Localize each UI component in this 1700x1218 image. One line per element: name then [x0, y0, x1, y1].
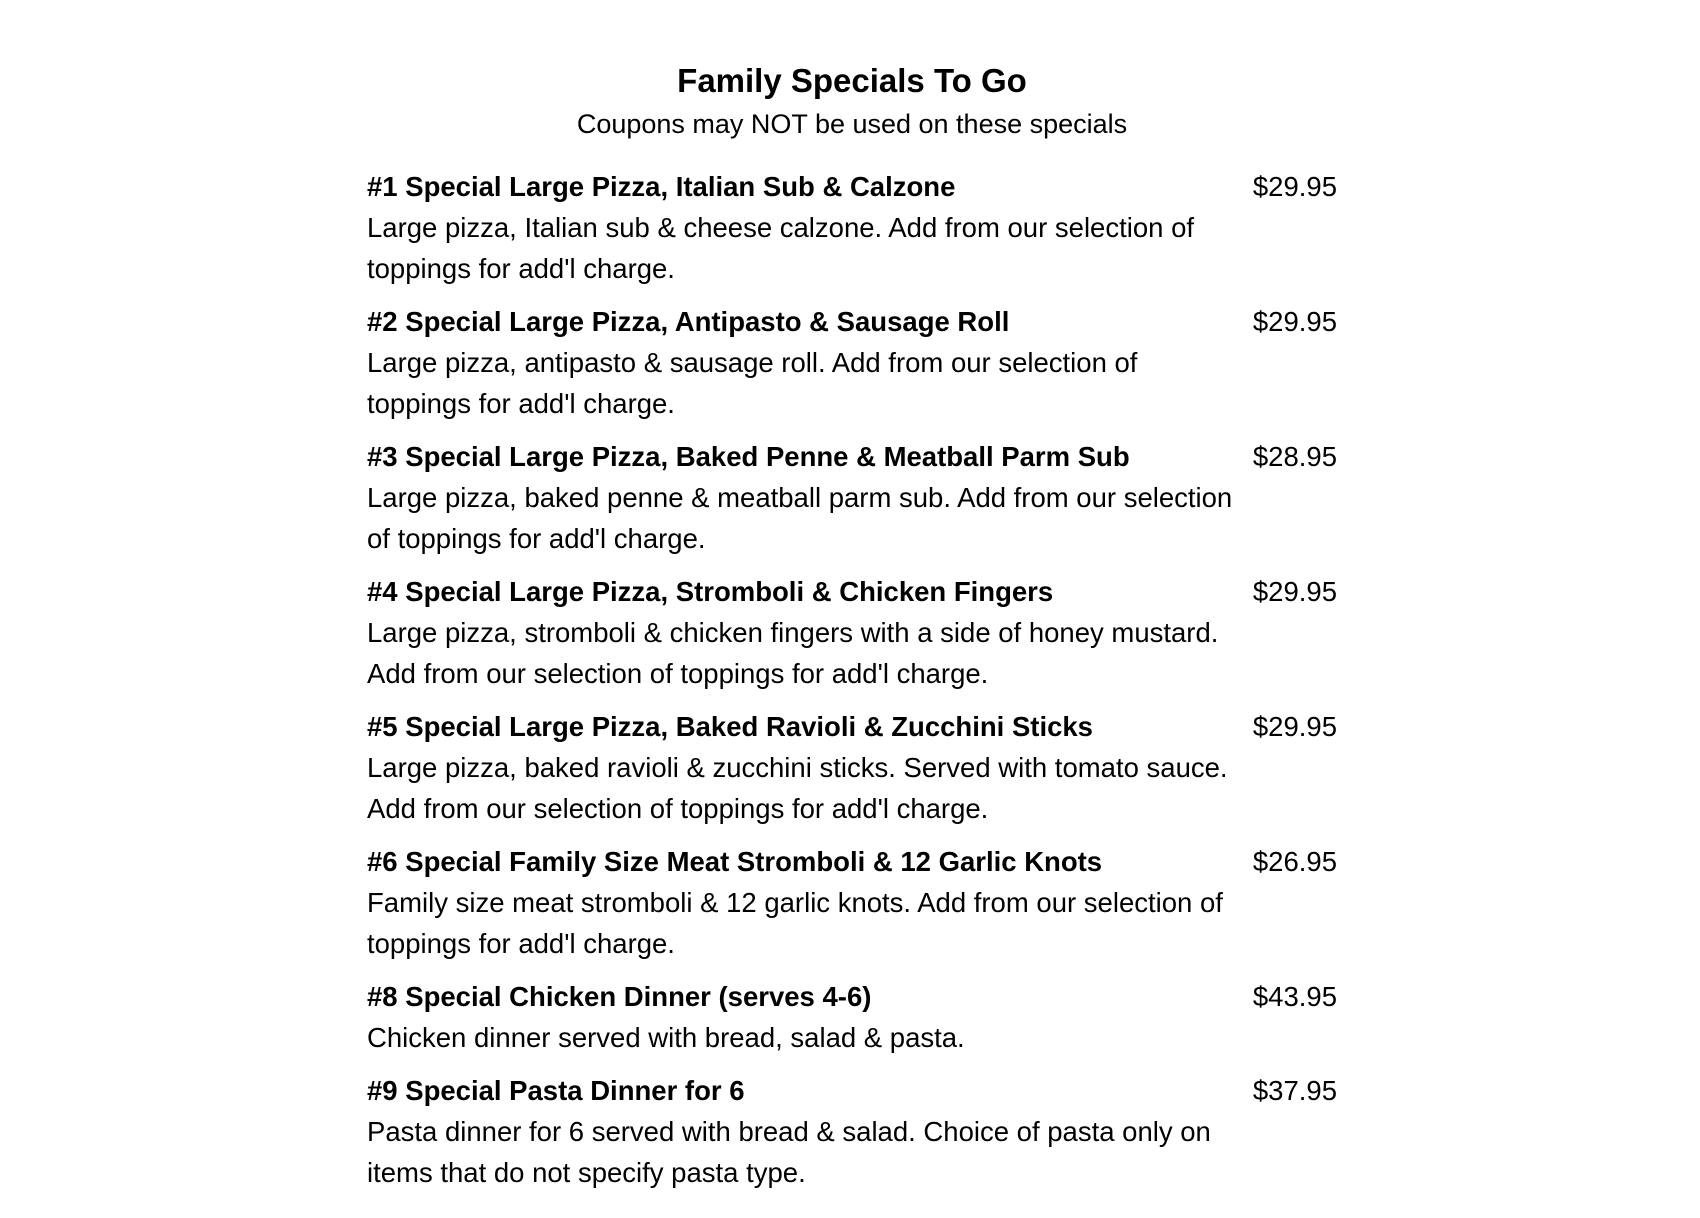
menu-item-name: #5 Special Large Pizza, Baked Ravioli & Zucchini Sticks: [367, 711, 1093, 742]
menu-item-description: Family size meat stromboli & 12 garlic knots. Add from our selection of toppings for add'l charge.: [367, 887, 1223, 959]
menu-item-name: #2 Special Large Pizza, Antipasto & Sausage Roll: [367, 306, 1010, 337]
menu-item-description: Chicken dinner served with bread, salad & pasta.: [367, 1022, 965, 1053]
menu-item-name: #6 Special Family Size Meat Stromboli & 12 Garlic Knots: [367, 846, 1103, 877]
menu-item-special-9: [367, 1070, 1337, 1193]
menu-subtitle: Coupons may NOT be used on these specials: [576, 109, 1128, 139]
menu-item-text: [367, 706, 1247, 829]
menu-item-special-3: [367, 436, 1337, 559]
menu-header: [367, 58, 1337, 144]
menu-item-price: $29.95: [1252, 576, 1337, 607]
menu-item-text: [367, 436, 1247, 559]
menu-item-text: [367, 301, 1247, 424]
menu-item-name: #3 Special Large Pizza, Baked Penne & Meatball Parm Sub: [367, 441, 1130, 472]
menu-item-description: Large pizza, baked ravioli & zucchini sticks. Served with tomato sauce. Add from our selection of toppings for add'l charge.: [367, 752, 1228, 824]
menu-item-text: [367, 1070, 1247, 1193]
menu-item-text: [367, 976, 1247, 1058]
menu-item-price: $29.95: [1252, 306, 1337, 337]
menu-item-name: #9 Special Pasta Dinner for 6: [367, 1075, 745, 1106]
menu-item-description: Large pizza, stromboli & chicken fingers with a side of honey mustard. Add from our selection of toppings for add'l charge.: [367, 617, 1219, 689]
menu-item-text: [367, 166, 1247, 289]
menu-item-special-8: [367, 976, 1337, 1058]
menu-item-special-6: [367, 841, 1337, 964]
menu-item-price: $26.95: [1252, 846, 1337, 877]
menu-item-description: Large pizza, Italian sub & cheese calzone. Add from our selection of toppings for add'l charge.: [367, 212, 1195, 284]
menu-item-special-1: [367, 166, 1337, 289]
menu-item-description: Large pizza, antipasto & sausage roll. Add from our selection of toppings for add'l charge.: [367, 347, 1138, 419]
menu-item-price: $29.95: [1252, 711, 1337, 742]
menu-item-text: [367, 571, 1247, 694]
menu-item-name: #8 Special Chicken Dinner (serves 4-6): [367, 981, 872, 1012]
menu-item-price: $29.95: [1252, 171, 1337, 202]
menu-item-price: $37.95: [1252, 1075, 1337, 1106]
menu-item-price: $28.95: [1252, 441, 1337, 472]
menu-item-description: Large pizza, baked penne & meatball parm sub. Add from our selection of toppings for add'l charge.: [367, 482, 1233, 554]
menu-item-price: $43.95: [1252, 981, 1337, 1012]
menu-item-name: #4 Special Large Pizza, Stromboli & Chicken Fingers: [367, 576, 1054, 607]
family-specials-menu: [367, 58, 1337, 1205]
menu-item-text: [367, 841, 1247, 964]
menu-item-special-2: [367, 301, 1337, 424]
menu-item-special-5: [367, 706, 1337, 829]
menu-title: Family Specials To Go: [677, 62, 1027, 99]
menu-item-special-4: [367, 571, 1337, 694]
menu-item-name: #1 Special Large Pizza, Italian Sub & Calzone: [367, 171, 956, 202]
menu-item-description: Pasta dinner for 6 served with bread & salad. Choice of pasta only on items that do not specify pasta type.: [367, 1116, 1211, 1188]
